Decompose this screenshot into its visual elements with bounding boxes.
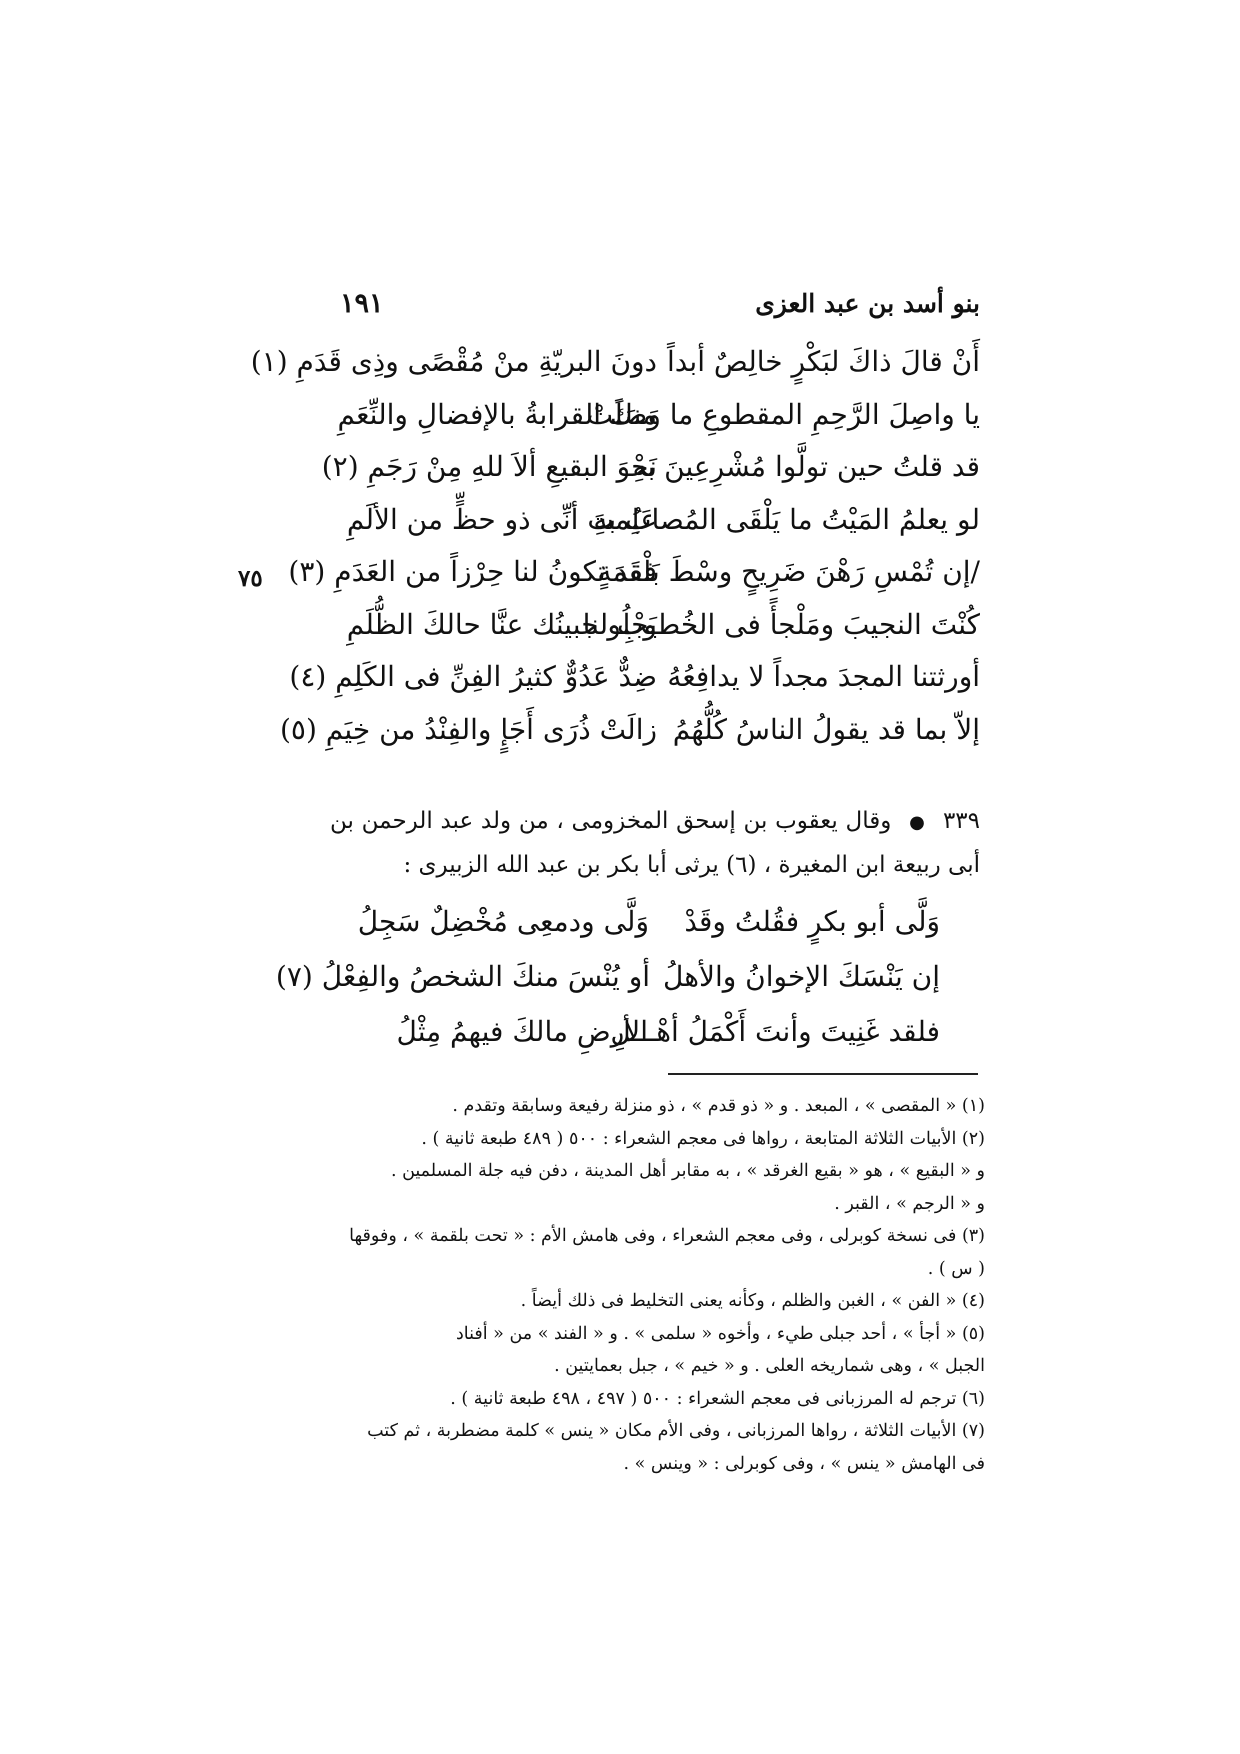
footnote — [305, 1318, 985, 1383]
second-hemistich: أو يُنْسَ منكَ الشخصُ والفِعْلُ (٧) — [275, 960, 650, 993]
second-hemistich: وَلَّى ودمعِى مُخْضِلٌ سَجِلُ — [357, 905, 649, 938]
footnote — [305, 1383, 985, 1416]
verse-line — [288, 555, 980, 608]
first-hemistich: يا واصِلَ الرَّحِمِ المقطوعِ ما وَصَلَتْ — [586, 397, 980, 431]
verse-line — [289, 660, 980, 713]
footnote-line: (٤) « الفن » ، الغبن والظلم ، وكأنه يعنى التخليط فى ذلك أيضاً . — [520, 1291, 985, 1311]
footnote — [305, 1123, 985, 1221]
margin-number: ٧٥ — [238, 565, 263, 592]
first-hemistich: وَلَّى أبو بكرٍ فقُلتُ وقَدْ — [684, 905, 940, 938]
running-title: بنو أسد بن عبد العزى — [755, 289, 980, 318]
first-hemistich: كُنْتَ النجيبَ ومَلْجأً فى الخُطوبِ لنا — [582, 607, 980, 641]
first-hemistich: أَنْ قالَ ذاكَ لبَكْرٍ خالِصٌ أبداً — [666, 345, 980, 378]
footnote — [305, 1285, 985, 1318]
verse-line — [350, 905, 940, 960]
first-hemistich: /إن تُمْسِ رَهْنَ ضَرِيحٍ وسْطَ بَلْقَمَةٍ — [597, 555, 980, 588]
bullet-icon: ● — [909, 812, 926, 833]
verse-line — [275, 960, 940, 1015]
verse-line — [300, 608, 980, 661]
footnote-line: (٦) ترجم له المرزبانى فى معجم الشعراء : ٥٠٠ ( ٤٩٧ ، ٤٩٨ طبعة ثانية ) . — [450, 1388, 985, 1409]
footnote-divider — [668, 1073, 978, 1075]
footnotes — [305, 1090, 985, 1480]
second-hemistich: يَجْلُو جبينُك عنَّا حالكَ الظُّلَمِ — [346, 607, 657, 641]
second-hemistich: نَحْوَ البقيعِ ألاَ للهِ مِنْ رَجَمِ (٢) — [321, 450, 657, 483]
footnote — [305, 1090, 985, 1123]
verse-line — [350, 1015, 940, 1070]
footnote-line: الجبل » ، وهى شماريخه العلى . و « خيم » ، جبل بعمايتين . — [554, 1356, 985, 1376]
first-hemistich: أورثتنا المجدَ مجداً لا يدافِعُهُ — [667, 660, 980, 693]
footnote — [305, 1220, 985, 1285]
footnote-line: (٣) فى نسخة كوبرلى ، وفى معجم الشعراء ، وفى هامش الأم : « تحت بلقمة » ، وفوقها — [349, 1226, 985, 1246]
verse-line — [250, 345, 980, 398]
footnote — [305, 1415, 985, 1480]
footnote-line: (٢) الأبيات الثلاثة المتابعة ، رواها فى معجم الشعراء : ٥٠٠ ( ٤٨٩ طبعة ثانية ) . — [421, 1128, 985, 1149]
footnote-line: و « البقيع » ، هو « بقيع الغرقد » ، به مقابر أهل المدينة ، دفن فيه جلة المسلمين . — [390, 1161, 985, 1181]
verse-line — [279, 712, 980, 766]
second-hemistich: دونَ البريّةِ منْ مُقْصًى وذِى قَدَمِ (١) — [250, 345, 657, 378]
entry-text: وقال يعقوب بن إسحق المخزومى ، من ولد عبد الرحمن بن أبى ربيعة ابن المغيرة ، (٦) يرثى أبا بكر بن عبد الله الزبيرى : — [330, 808, 980, 878]
first-hemistich: إلاّ بما قد يقولُ الناسُ كُلُّهُمُ — [672, 712, 980, 746]
second-hemistich: فقد تكونُ لنا حِرْزاً من العَدَمِ (٣) — [288, 555, 657, 588]
second-hemistich: زالَتْ ذُرَى أَجَإٍ والفِنْدُ من خِيَمِ (٥) — [279, 712, 657, 746]
footnote-line: و « الرجم » ، القبر . — [834, 1193, 985, 1214]
second-hemistich: الأرضِ مالكَ فيهمُ مِثْلُ — [396, 1015, 648, 1048]
footnote-line: (٧) الأبيات الثلاثة ، رواها المرزبانى ، وفى الأم مكان « ينس » كلمة مضطربة ، ثم كتب — [367, 1421, 985, 1441]
second-hemistich: منكَ القرابةُ بالإفضالِ والنِّعَمِ — [337, 397, 657, 431]
first-hemistich: إن يَنْسَكَ الإخوانُ والأهلُ — [663, 960, 940, 993]
second-hemistich: عَلِمتَ أنِّى ذو حظٍّ من الألَمِ — [346, 502, 657, 536]
second-hemistich: ضِدٌّ عَدُوٌّ كثيرُ الفِنِّ فى الكَلِمِ (٤) — [289, 660, 657, 693]
footnote-line: فى الهامش « ينس » ، وفى كوبرلى : « وينس » . — [623, 1453, 985, 1474]
footnote-line: ( س ) . — [927, 1258, 985, 1279]
first-hemistich: قد قلتُ حين تولَّوا مُشْرِعِينَ بهِ — [632, 450, 980, 483]
page-number: ١٩١ — [340, 288, 384, 319]
first-hemistich: لو يعلمُ المَيْتُ ما يَلْقَى المُصابُ بهِ — [593, 502, 980, 536]
first-hemistich: فلقد غَنِيتَ وأنتَ أَكْمَلُ أهْـــلِ — [610, 1015, 940, 1048]
footnote-line: (١) « المقصى » ، المبعد . و « ذو قدم » ، ذو منزلة رفيعة وسابقة وتقدم . — [452, 1096, 985, 1116]
verse-line — [300, 450, 980, 503]
verse-line — [300, 398, 980, 451]
prose-paragraph — [330, 800, 980, 886]
entry-number: ٣٣٩ — [942, 808, 981, 834]
page-header — [340, 288, 980, 319]
footnote-line: (٥) « أجأ » ، أحد جبلى طيء ، وأخوه « سلمى » . و « الفند » من « أفناد — [455, 1323, 985, 1344]
verse-line — [300, 503, 980, 556]
poem-2 — [275, 905, 940, 1070]
